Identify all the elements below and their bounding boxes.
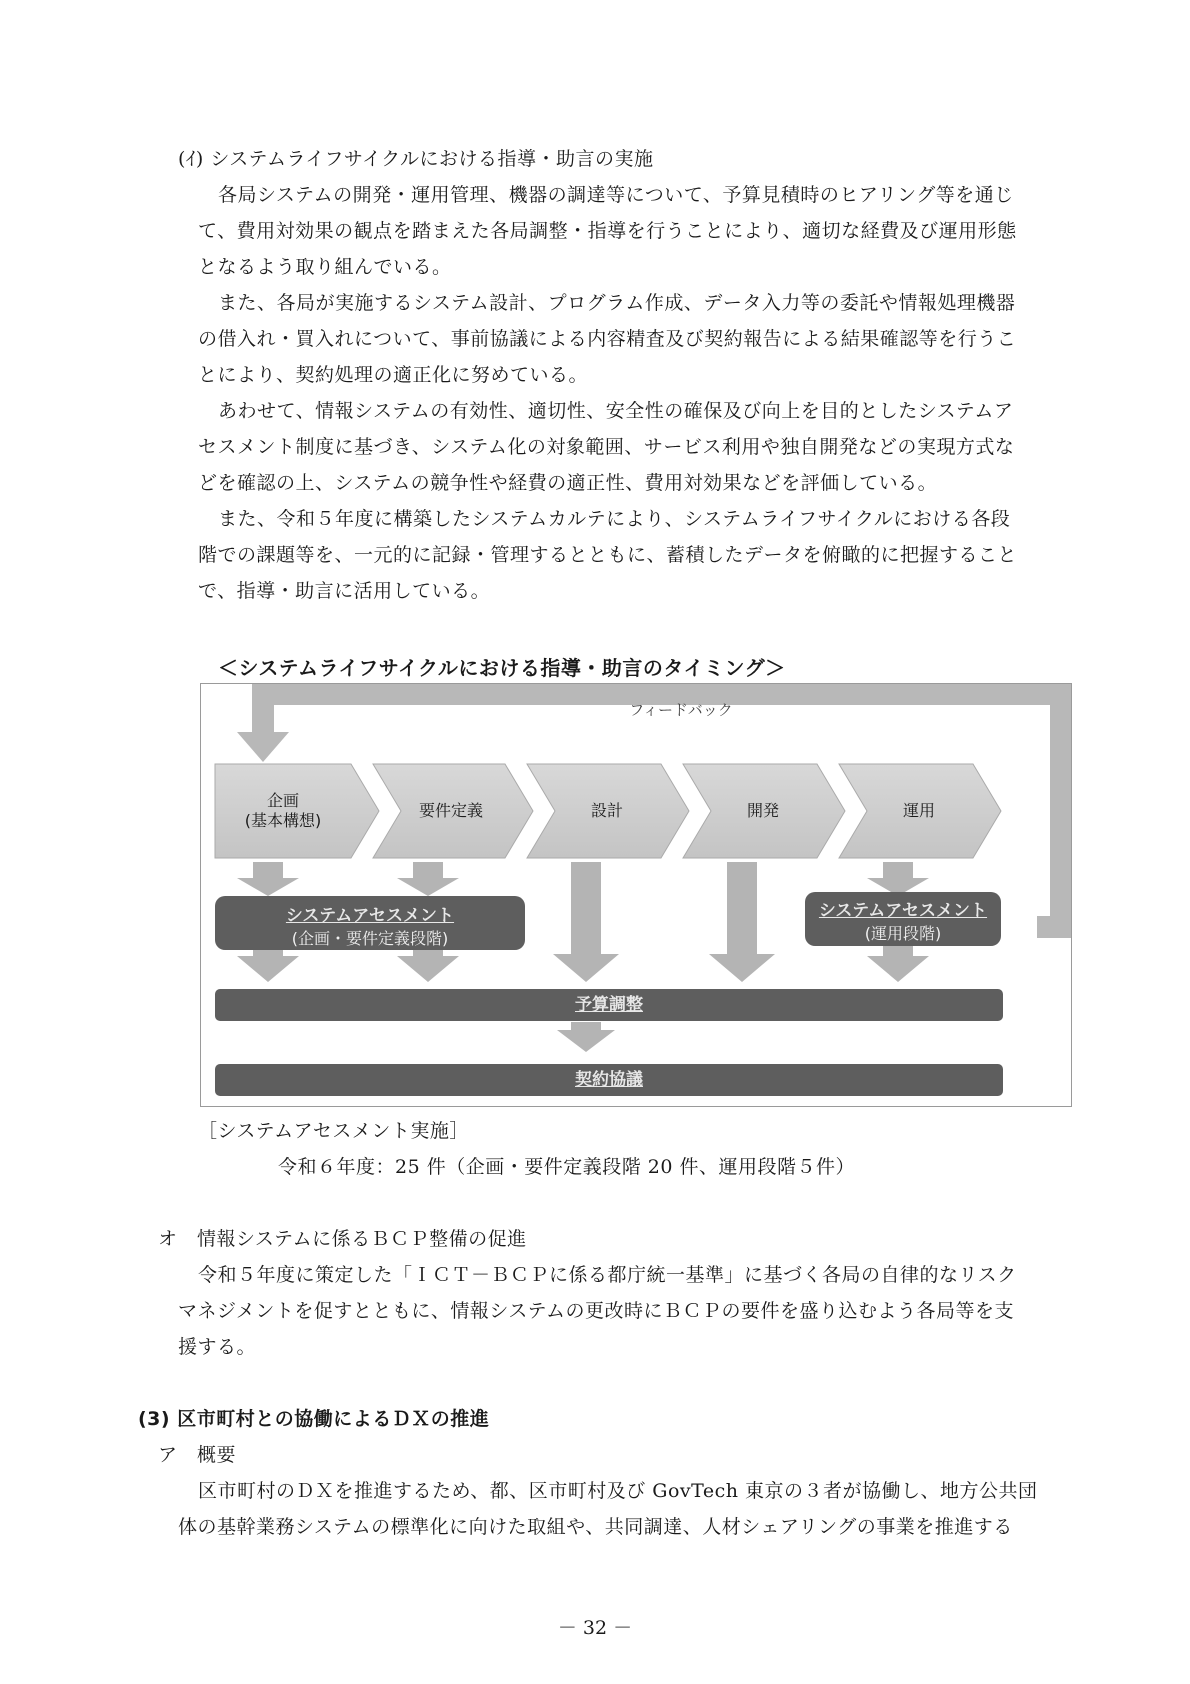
budget-bar: 予算調整 (215, 989, 1003, 1021)
paragraph-line: 各局システムの開発・運用管理、機器の調達等について、予算見積時のヒアリング等を通じ (218, 184, 1014, 206)
page-number: － 32 － (557, 1617, 633, 1639)
stage-label-requirements: 要件定義 (418, 801, 483, 820)
assessment-operation-sub: (運用段階) (864, 924, 942, 943)
paragraph-line: とにより、契約処理の適正化に努めている。 (198, 364, 589, 386)
lifecycle-diagram (200, 683, 1072, 1107)
section-heading: (ｲ) システムライフサイクルにおける指導・助言の実施 (178, 148, 654, 170)
diagram-title: ＜システムライフサイクルにおける指導・助言のタイミング＞ (218, 656, 786, 680)
feedback-arrowhead (237, 732, 289, 762)
assessment-operation-box (805, 892, 1001, 946)
down-arrow (867, 946, 929, 982)
paragraph-line: セスメント制度に基づき、システム化の対象範囲、サービス利用や独自開発などの実現方式な (198, 436, 1015, 458)
paragraph-line: 令和５年度に策定した「ＩＣＴ－ＢＣＰに係る都庁統一基準」に基づく各局の自律的なリスク (198, 1264, 1017, 1286)
assessment-planning-title: システムアセスメント (285, 906, 455, 926)
paragraph-line: あわせて、情報システムの有効性、適切性、安全性の確保及び向上を目的としたシステムア (218, 400, 1014, 422)
subsection-heading: ア 概要 (158, 1444, 237, 1466)
stage-label-planning: 企画 (基本構想) (244, 791, 322, 830)
feedback-label: フィードバック (629, 701, 733, 719)
paragraph-line: 区市町村のＤＸを推進するため、都、区市町村及び GovTech 東京の３者が協働し、地方公共団 (198, 1480, 1038, 1502)
paragraph-line: となるよう取り組んでいる。 (198, 256, 452, 278)
assessment-planning-box (215, 896, 525, 950)
stage-label-development: 開発 (746, 801, 779, 820)
paragraph-line: て、費用対効果の観点を踏まえた各局調整・指導を行うことにより、適切な経費及び運用形態 (198, 220, 1017, 242)
contract-bar: 契約協議 (215, 1064, 1003, 1096)
assessment-record-label: ［システムアセスメント実施］ (198, 1120, 469, 1142)
down-arrow (237, 862, 299, 896)
paragraph-line: 階での課題等を、一元的に記録・管理するとともに、蓄積したデータを俯瞰的に把握すること (198, 544, 1018, 566)
section-heading: オ 情報システムに係るＢＣＰ整備の促進 (158, 1228, 527, 1250)
down-arrow (397, 862, 459, 896)
paragraph-line: また、各局が実施するシステム設計、プログラム作成、データ入力等の委託や情報処理機器 (218, 292, 1016, 314)
down-arrow (237, 946, 299, 982)
down-arrow (709, 862, 775, 982)
stage-label-operation: 運用 (902, 801, 935, 820)
down-arrow (397, 946, 459, 982)
paragraph-line: また、令和５年度に構築したシステムカルテにより、システムライフサイクルにおける各段 (218, 508, 1011, 530)
down-arrow (553, 862, 619, 982)
paragraph-line: 援する。 (178, 1336, 257, 1358)
stage-label-design: 設計 (590, 801, 623, 820)
assessment-record-detail: 令和６年度：25 件（企画・要件定義段階 20 件、運用段階５件） (278, 1156, 855, 1178)
paragraph-line: どを確認の上、システムの競争性や経費の適正性、費用対効果などを評価している。 (198, 472, 938, 494)
paragraph-line: の借入れ・買入れについて、事前協議による内容精査及び契約報告による結果確認等を行うこ (198, 328, 1017, 350)
assessment-planning-sub: (企画・要件定義段階) (291, 929, 449, 948)
down-arrow (867, 862, 929, 896)
paragraph-line: 体の基幹業務システムの標準化に向けた取組や、共同調達、人材シェアリングの事業を推進する (178, 1516, 1013, 1538)
paragraph-line: で、指導・助言に活用している。 (198, 580, 491, 602)
down-arrow (557, 1022, 615, 1052)
assessment-operation-title: システムアセスメント (818, 901, 988, 921)
section-heading: (3) 区市町村との協働によるＤＸの推進 (138, 1408, 490, 1430)
paragraph-line: マネジメントを促すとともに、情報システムの更改時にＢＣＰの要件を盛り込むよう各局等を支 (178, 1300, 1015, 1322)
